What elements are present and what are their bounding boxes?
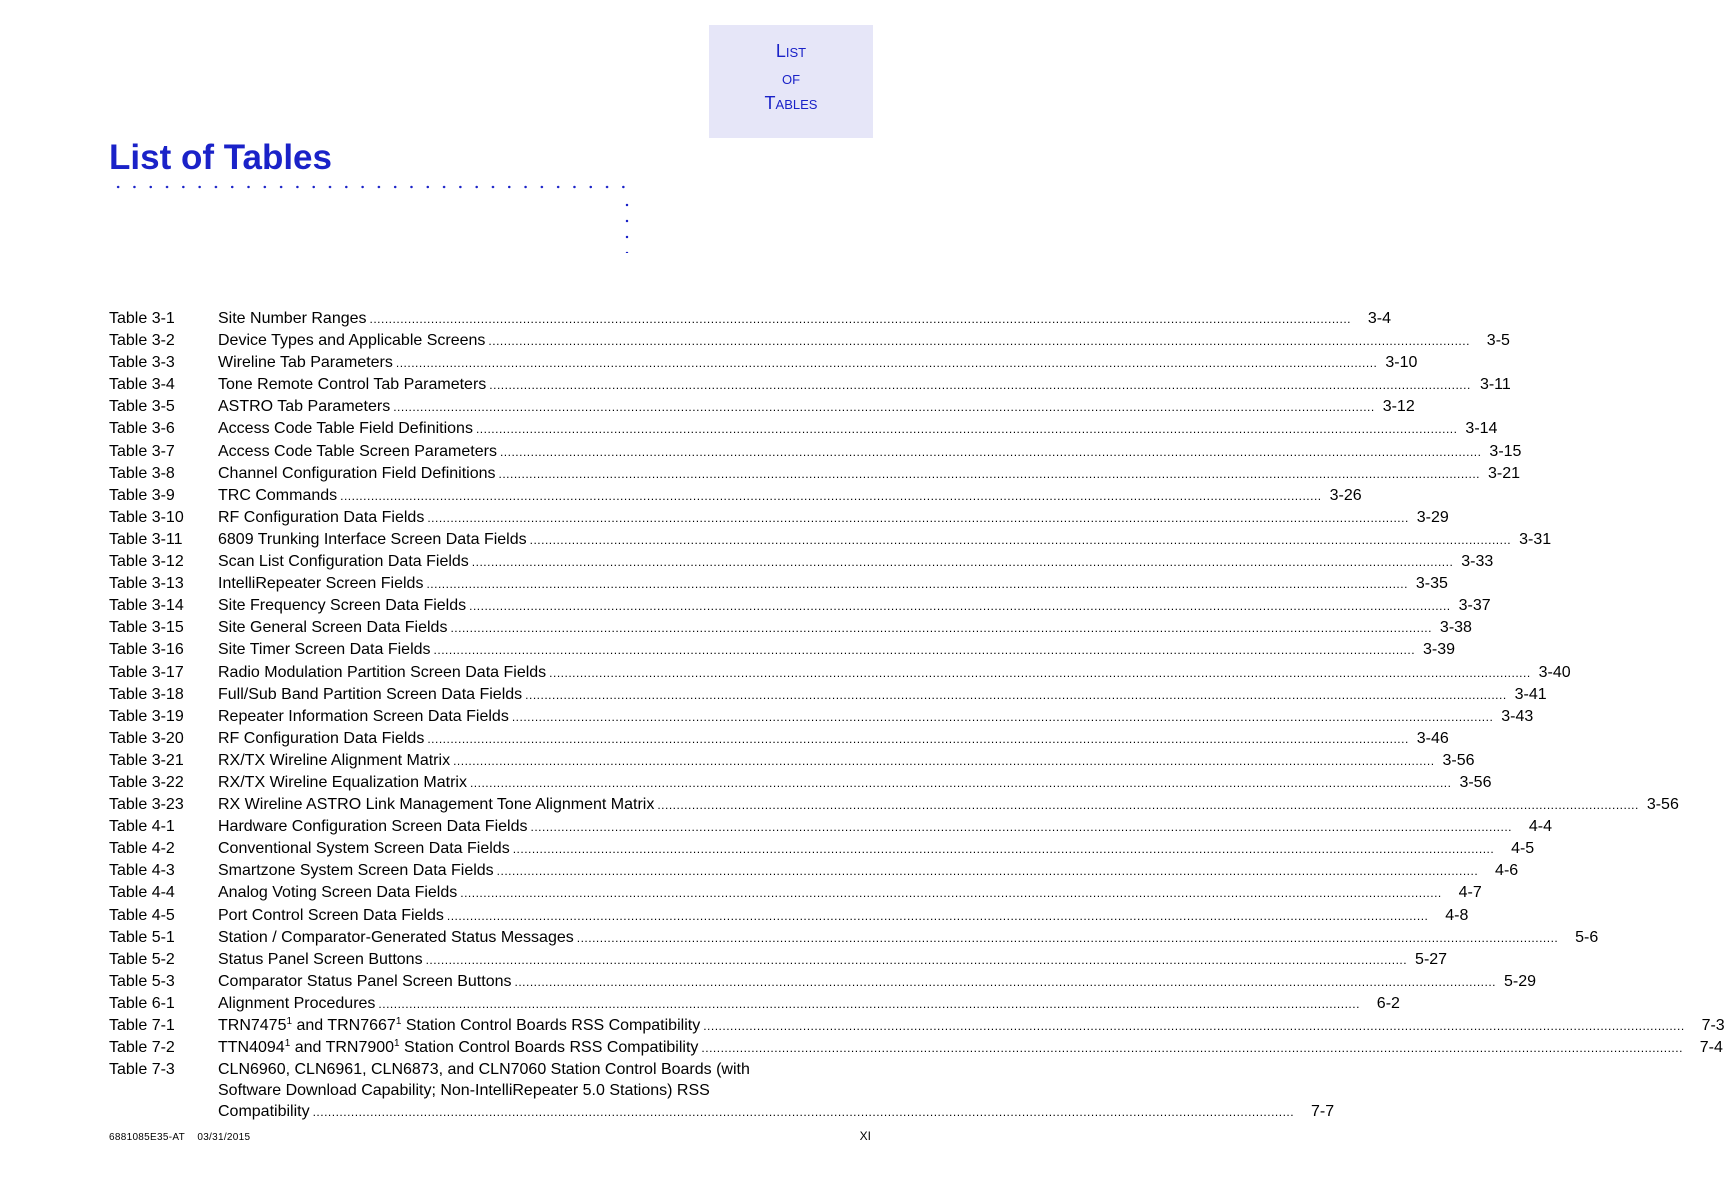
page-number: 3-38 bbox=[1439, 619, 1472, 637]
section-tab-line-2: of bbox=[781, 68, 801, 88]
page-number: 3-21 bbox=[1487, 464, 1520, 482]
page-number: 3-12 bbox=[1382, 398, 1415, 416]
toc-entry-table-3-3[interactable] bbox=[109, 352, 1418, 374]
page-number: 7-3 bbox=[1701, 1017, 1725, 1034]
toc-entry-table-3-17[interactable] bbox=[109, 662, 1571, 684]
toc-entry-table-7-1[interactable] bbox=[109, 1015, 1725, 1037]
table-number: Table 3-9 bbox=[109, 486, 175, 504]
toc-entry-table-3-23[interactable] bbox=[109, 794, 1679, 816]
table-number: Table 5-3 bbox=[109, 972, 175, 990]
table-number: Table 6-1 bbox=[109, 994, 175, 1012]
table-number: Table 3-4 bbox=[109, 376, 175, 394]
table-title: Tone Remote Control Tab Parameters bbox=[218, 376, 487, 394]
table-number: Table 3-2 bbox=[109, 332, 175, 350]
table-number: Table 3-11 bbox=[109, 530, 183, 548]
table-title-line-3: Compatibility bbox=[218, 1103, 310, 1121]
dot-leader bbox=[427, 508, 1409, 529]
table-number: Table 3-18 bbox=[109, 685, 184, 703]
dot-leader bbox=[476, 419, 1458, 440]
table-number: Table 3-3 bbox=[109, 354, 175, 372]
dot-leader bbox=[577, 928, 1559, 949]
footer-page-number: XI bbox=[859, 1129, 871, 1143]
page-number: 3-11 bbox=[1479, 376, 1511, 394]
table-title: Site Timer Screen Data Fields bbox=[218, 641, 431, 659]
page-number: 5-27 bbox=[1415, 950, 1448, 968]
table-title: Radio Modulation Partition Screen Data Fields bbox=[218, 663, 547, 681]
dot-leader bbox=[530, 530, 1512, 551]
page-number: 3-10 bbox=[1385, 354, 1418, 372]
table-list bbox=[109, 308, 1725, 1123]
dot-leader bbox=[453, 751, 1435, 772]
table-title: Analog Voting Screen Data Fields bbox=[218, 884, 458, 902]
table-number: Table 7-3 bbox=[109, 1061, 175, 1079]
table-number: Table 3-17 bbox=[109, 663, 184, 681]
dot-leader bbox=[703, 1016, 1685, 1037]
toc-entry-table-3-22[interactable] bbox=[109, 772, 1492, 794]
table-number: Table 7-2 bbox=[109, 1039, 175, 1057]
toc-entry-table-3-19[interactable] bbox=[109, 706, 1534, 728]
table-title: Comparator Status Panel Screen Buttons bbox=[218, 972, 512, 990]
table-title: Access Code Table Screen Parameters bbox=[218, 442, 497, 460]
page-number: 3-31 bbox=[1519, 530, 1552, 548]
dot-leader bbox=[513, 839, 1495, 860]
table-number: Table 4-1 bbox=[109, 818, 175, 836]
page-number: 4-6 bbox=[1495, 862, 1519, 880]
table-title: RF Configuration Data Fields bbox=[218, 508, 425, 526]
page-number: 3-40 bbox=[1538, 663, 1571, 681]
table-title: Site Number Ranges bbox=[218, 310, 367, 327]
table-number: Table 3-23 bbox=[109, 796, 184, 814]
table-title: Scan List Configuration Data Fields bbox=[218, 553, 469, 571]
table-number: Table 4-4 bbox=[109, 884, 175, 902]
dot-leader bbox=[657, 795, 1639, 816]
toc-entry-table-6-1[interactable] bbox=[109, 993, 1400, 1015]
toc-entry-table-3-12[interactable] bbox=[109, 551, 1494, 573]
page-number: 7-4 bbox=[1699, 1039, 1723, 1057]
table-number: Table 3-21 bbox=[109, 751, 184, 769]
toc-entry-table-4-2[interactable] bbox=[109, 838, 1535, 860]
table-title: Wireline Tab Parameters bbox=[218, 354, 393, 372]
table-title: ASTRO Tab Parameters bbox=[218, 398, 391, 416]
table-title: Site General Screen Data Fields bbox=[218, 619, 448, 637]
table-title: TRC Commands bbox=[218, 486, 338, 504]
page-number: 3-14 bbox=[1465, 420, 1498, 438]
page-number: 3-56 bbox=[1442, 751, 1475, 769]
dot-leader bbox=[515, 972, 1497, 993]
dot-leader bbox=[378, 994, 1360, 1015]
dot-leader bbox=[450, 618, 1432, 639]
table-number: Table 3-13 bbox=[109, 575, 184, 593]
toc-entry-table-3-14[interactable] bbox=[109, 595, 1491, 617]
table-number: Table 5-2 bbox=[109, 950, 175, 968]
page-number: 3-4 bbox=[1367, 310, 1392, 327]
page-title: List of Tables bbox=[109, 138, 332, 177]
table-title: Hardware Configuration Screen Data Fields bbox=[218, 818, 528, 836]
table-number: Table 7-1 bbox=[109, 1017, 175, 1034]
toc-entry-table-3-6[interactable] bbox=[109, 418, 1498, 440]
toc-entry-table-5-2[interactable] bbox=[109, 949, 1448, 971]
table-title: RX Wireline ASTRO Link Management Tone Alignment Matrix bbox=[218, 796, 655, 814]
toc-entry-table-4-3[interactable] bbox=[109, 860, 1519, 882]
section-tab-line-3: Tables bbox=[764, 93, 818, 113]
toc-entry-table-3-1[interactable] bbox=[109, 308, 1392, 330]
page-number: 3-56 bbox=[1646, 796, 1679, 814]
page-number: 3-35 bbox=[1415, 575, 1448, 593]
table-title: RF Configuration Data Fields bbox=[218, 729, 425, 747]
table-title-block bbox=[218, 1059, 1334, 1123]
table-title: Status Panel Screen Buttons bbox=[218, 950, 423, 968]
toc-entry-table-3-11[interactable] bbox=[109, 529, 1552, 551]
table-number: Table 3-14 bbox=[109, 597, 184, 615]
table-title: RX/TX Wireline Equalization Matrix bbox=[218, 773, 467, 791]
dot-leader bbox=[499, 464, 1481, 485]
table-number: Table 3-16 bbox=[109, 641, 184, 659]
table-number: Table 3-7 bbox=[109, 442, 175, 460]
dot-leader bbox=[530, 817, 1512, 838]
toc-entry-table-3-8[interactable] bbox=[109, 463, 1520, 485]
table-title: Access Code Table Field Definitions bbox=[218, 420, 473, 438]
dot-leader bbox=[396, 353, 1378, 374]
toc-entry-table-3-16[interactable] bbox=[109, 639, 1456, 661]
toc-entry-table-4-1[interactable] bbox=[109, 816, 1552, 838]
dot-leader bbox=[427, 729, 1409, 750]
table-title: Channel Configuration Field Definitions bbox=[218, 464, 496, 482]
dot-leader bbox=[469, 596, 1451, 617]
table-title: Site Frequency Screen Data Fields bbox=[218, 597, 467, 615]
table-number: Table 3-5 bbox=[109, 398, 175, 416]
toc-entry-table-3-15[interactable] bbox=[109, 617, 1472, 639]
table-number: Table 4-2 bbox=[109, 840, 175, 858]
footer-doc-info bbox=[109, 1132, 250, 1143]
table-number: Table 3-1 bbox=[109, 310, 175, 327]
page-number: 3-39 bbox=[1423, 641, 1456, 659]
dot-leader bbox=[549, 663, 1531, 684]
toc-entry-table-3-21[interactable] bbox=[109, 750, 1475, 772]
page-number: 3-15 bbox=[1489, 442, 1522, 460]
table-title: Repeater Information Screen Data Fields bbox=[218, 707, 509, 725]
toc-entry-table-7-2[interactable] bbox=[109, 1037, 1723, 1059]
table-title-line-1: CLN6960, CLN6961, CLN6873, and CLN7060 Station Control Boards (with bbox=[218, 1061, 750, 1079]
page-number: 3-26 bbox=[1329, 486, 1362, 504]
page-number: 4-4 bbox=[1528, 818, 1552, 836]
table-title: RX/TX Wireline Alignment Matrix bbox=[218, 751, 451, 769]
table-number: Table 3-8 bbox=[109, 464, 175, 482]
table-title: Station / Comparator-Generated Status Messages bbox=[218, 928, 574, 946]
toc-entry-table-5-3[interactable] bbox=[109, 971, 1536, 993]
dot-leader bbox=[447, 906, 1429, 927]
table-number: Table 5-1 bbox=[109, 928, 175, 946]
toc-entry-table-3-20[interactable] bbox=[109, 728, 1449, 750]
page-number: 3-56 bbox=[1459, 773, 1492, 791]
page-number: 4-7 bbox=[1458, 884, 1482, 902]
table-title: Smartzone System Screen Data Fields bbox=[218, 862, 494, 880]
table-number: Table 3-10 bbox=[109, 508, 184, 526]
page-number: 3-37 bbox=[1458, 597, 1491, 615]
table-number: Table 3-20 bbox=[109, 729, 184, 747]
toc-entry-table-7-3[interactable] bbox=[109, 1059, 1335, 1123]
table-title: Device Types and Applicable Screens bbox=[218, 332, 486, 350]
dot-leader bbox=[497, 861, 1479, 882]
table-title: Alignment Procedures bbox=[218, 994, 376, 1012]
title-dotted-rule-vertical bbox=[625, 197, 629, 253]
dot-leader bbox=[701, 1038, 1683, 1059]
toc-entry-table-3-5[interactable] bbox=[109, 396, 1415, 418]
table-number: Table 3-12 bbox=[109, 553, 184, 571]
dot-leader bbox=[512, 707, 1494, 728]
dot-leader bbox=[434, 640, 1416, 661]
doc-number: 6881085E35-AT bbox=[109, 1132, 185, 1143]
page-number: 3-46 bbox=[1416, 729, 1449, 747]
page-number: 5-6 bbox=[1575, 928, 1599, 946]
doc-date: 03/31/2015 bbox=[197, 1132, 251, 1143]
dot-leader bbox=[313, 1102, 1295, 1123]
page-number: 3-41 bbox=[1514, 685, 1547, 703]
dot-leader bbox=[426, 950, 1408, 971]
section-tab bbox=[709, 25, 873, 138]
toc-entry-table-3-4[interactable] bbox=[109, 374, 1511, 396]
page-number: 4-5 bbox=[1511, 840, 1535, 858]
dot-leader bbox=[370, 309, 1352, 330]
page-number: 5-29 bbox=[1503, 972, 1536, 990]
page-number: 7-7 bbox=[1310, 1103, 1335, 1121]
table-number: Table 3-22 bbox=[109, 773, 184, 791]
dot-leader bbox=[525, 685, 1507, 706]
dot-leader bbox=[489, 375, 1471, 396]
table-number: Table 3-19 bbox=[109, 707, 184, 725]
page-number: 3-43 bbox=[1501, 707, 1534, 725]
table-number: Table 4-3 bbox=[109, 862, 175, 880]
table-title: TTN4094$^1$ and TRN7900$^1$ Station Control Boards RSS Compatibility bbox=[218, 1038, 699, 1057]
table-number: Table 3-6 bbox=[109, 420, 175, 438]
page-number: 3-33 bbox=[1461, 553, 1494, 571]
dot-leader bbox=[393, 397, 1375, 418]
table-number: Table 4-5 bbox=[109, 906, 175, 924]
dot-leader bbox=[470, 773, 1452, 794]
toc-entry-table-3-9[interactable] bbox=[109, 485, 1362, 507]
toc-entry-table-3-18[interactable] bbox=[109, 684, 1547, 706]
toc-entry-table-5-1[interactable] bbox=[109, 927, 1599, 949]
page-number: 3-5 bbox=[1486, 332, 1510, 350]
dot-leader bbox=[488, 331, 1470, 352]
title-dotted-rule bbox=[110, 185, 632, 189]
table-title: IntelliRepeater Screen Fields bbox=[218, 575, 424, 593]
dot-leader bbox=[460, 883, 1442, 904]
page-number: 6-2 bbox=[1376, 994, 1400, 1012]
dot-leader bbox=[500, 442, 1482, 463]
toc-entry-table-4-5[interactable] bbox=[109, 905, 1469, 927]
toc-entry-table-4-4[interactable] bbox=[109, 882, 1482, 904]
section-tab-line-1: List bbox=[775, 41, 807, 61]
table-title: TRN7475$^1$ and TRN7667$^1$ Station Control Boards RSS Compatibility bbox=[218, 1016, 701, 1034]
toc-entry-table-3-13[interactable] bbox=[109, 573, 1448, 595]
toc-entry-table-3-2[interactable] bbox=[109, 330, 1510, 352]
dot-leader bbox=[472, 552, 1454, 573]
toc-entry-table-3-10[interactable] bbox=[109, 507, 1449, 529]
page-number: 4-8 bbox=[1445, 906, 1469, 924]
toc-entry-table-3-7[interactable] bbox=[109, 441, 1522, 463]
table-number: Table 3-15 bbox=[109, 619, 184, 637]
table-title: Conventional System Screen Data Fields bbox=[218, 840, 510, 858]
page-number: 3-29 bbox=[1416, 508, 1449, 526]
table-title: 6809 Trunking Interface Screen Data Fields bbox=[218, 530, 527, 548]
dot-leader bbox=[340, 486, 1322, 507]
table-title-line-2: Software Download Capability; Non-IntelliRepeater 5.0 Stations) RSS bbox=[218, 1082, 710, 1100]
dot-leader bbox=[426, 574, 1408, 595]
table-title: Full/Sub Band Partition Screen Data Fields bbox=[218, 685, 523, 703]
table-title: Port Control Screen Data Fields bbox=[218, 906, 444, 924]
